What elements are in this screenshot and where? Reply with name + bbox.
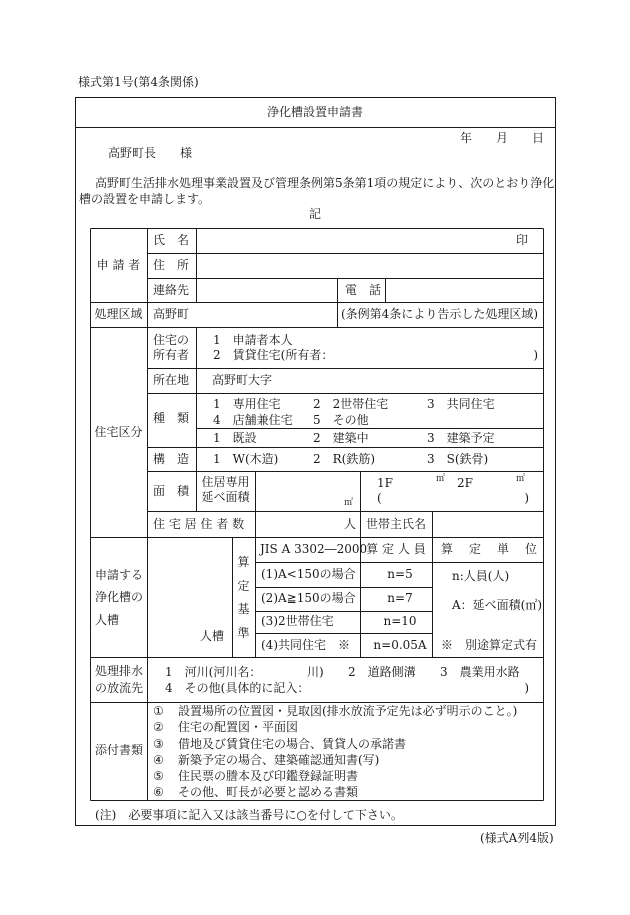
owner-option: 2 賃貸住宅(所有者： — [213, 348, 334, 362]
type-option: 3 共同住宅 — [427, 397, 495, 411]
septic-label-line-3: 人槽 — [95, 613, 120, 627]
type-label: 種 類 — [153, 411, 190, 425]
attachment-item: 住民票の謄本及び印鑑登録証明書 — [178, 769, 359, 783]
attachment-item: その他、町長が必要と認める書類 — [178, 785, 359, 799]
floor-area-unit: ㎡ — [344, 498, 354, 508]
river-name-close: 川) — [307, 665, 324, 679]
location-label: 所在地 — [153, 373, 190, 387]
type-option: 4 店舗兼住宅 — [213, 413, 293, 427]
treatment-area-note: (条例第4条により告示した処理区域) — [341, 307, 538, 321]
address-label: 住 所 — [153, 258, 190, 272]
unit-note: A：延べ面積(㎡) — [452, 598, 543, 612]
attachment-number: ⑤ — [153, 769, 164, 783]
attachments-label: 添付書類 — [95, 743, 144, 757]
name-label: 氏 名 — [153, 233, 190, 247]
owner-label-line-1: 住宅の — [153, 333, 190, 347]
attachment-item: 設置場所の位置図・見取図(排水放流予定先は必ず明示のこと。) — [178, 704, 518, 718]
attachment-number: ① — [153, 704, 164, 718]
other-close-paren: ) — [524, 681, 529, 695]
drainage-option-irrigation: 3 農業用水路 — [440, 665, 520, 679]
criteria-char: 準 — [237, 626, 250, 640]
record-mark: 記 — [308, 207, 321, 221]
floor-2f-unit: ㎡ — [516, 474, 526, 484]
status-option: 1 既設 — [213, 431, 257, 445]
applicant-section-label: 申 請 者 — [96, 258, 141, 272]
floor-area-label-line-2: 延べ面積 — [201, 490, 250, 504]
case-persons: n=0.05A — [373, 638, 427, 652]
structure-option: 3 S(鉄骨) — [427, 452, 489, 466]
form-title: 浄化槽設置申請書 — [266, 105, 363, 119]
intro-text-line-1: 高野町生活排水処理事業設置及び管理条例第5条第1項の規定により、次のとおり浄化 — [95, 176, 555, 190]
addressee: 高野町長 様 — [108, 146, 193, 160]
housing-section-label: 住宅区分 — [94, 425, 143, 439]
criteria-char: 定 — [237, 579, 250, 593]
standard-label: JIS A 3302―2000 — [260, 542, 368, 556]
floor-area-label-line-1: 住居専用 — [201, 475, 250, 489]
attachment-item: 新築予定の場合、建築確認通知書(写) — [178, 753, 380, 767]
attachment-item: 借地及び賃貸住宅の場合、賃貸人の承諾書 — [178, 737, 407, 751]
drainage-label-line-2: の放流先 — [95, 681, 144, 695]
area-label: 面 積 — [153, 484, 190, 498]
case-persons: n=7 — [387, 591, 413, 605]
case-condition: (1)A<150の場合 — [261, 567, 356, 581]
seal-mark: 印 — [516, 233, 529, 247]
open-paren: ( — [377, 491, 382, 505]
case-persons: n=10 — [383, 614, 417, 628]
structure-option: 1 W(木造) — [213, 452, 279, 466]
location-value: 高野町大字 — [212, 373, 273, 387]
phone-label: 電 話 — [345, 283, 382, 297]
criteria-char: 基 — [237, 602, 250, 616]
criteria-char: 算 — [237, 555, 250, 569]
floor-1f-unit: ㎡ — [436, 474, 446, 484]
drainage-label-line-1: 処理排水 — [95, 664, 144, 678]
type-option: 1 専用住宅 — [213, 397, 281, 411]
owner-label-line-2: 所有者 — [153, 348, 190, 362]
drainage-option-river: 1 河川(河川名： — [165, 665, 262, 679]
date-line: 年 月 日 — [460, 131, 545, 145]
close-paren: ) — [524, 491, 529, 505]
case-condition: (2)A≧150の場合 — [261, 591, 356, 605]
attachment-number: ② — [153, 720, 164, 734]
case-condition: (4)共同住宅 ※ — [261, 638, 350, 652]
capacity-label: 人槽 — [200, 629, 225, 643]
footer-note: (注) 必要事項に記入又は該当番号に○を付して下さい。 — [95, 808, 403, 822]
status-option: 2 建築中 — [313, 431, 369, 445]
treatment-area-value: 高野町 — [153, 307, 190, 321]
attachment-item: 住宅の配置図・平面図 — [178, 720, 299, 734]
owner-close-paren: ) — [533, 348, 538, 362]
floor-area-parentheses — [377, 491, 529, 505]
unit-header: 算 定 単 位 — [441, 542, 540, 556]
status-option: 3 建築予定 — [427, 431, 495, 445]
case-persons: n=5 — [387, 567, 413, 581]
structure-label: 構 造 — [153, 452, 190, 466]
drainage-option-other: 4 その他(具体的に記入： — [165, 681, 310, 695]
persons-header: 算 定 人 員 — [366, 542, 426, 556]
treatment-area-label: 処理区域 — [94, 307, 143, 321]
owner-option-rental — [213, 348, 538, 362]
residents-unit: 人 — [344, 517, 357, 531]
special-formula-note: ※ 別途算定式有 — [441, 638, 538, 652]
attachment-number: ③ — [153, 737, 164, 751]
drainage-option-other-row — [165, 681, 529, 695]
structure-option: 2 R(鉄筋) — [313, 452, 376, 466]
intro-text-line-2: 槽の設置を申請します。 — [79, 192, 211, 206]
floor-1f-label: 1F — [377, 476, 393, 490]
form-number: 様式第1号(第4条関係) — [78, 75, 199, 89]
case-condition: (3)2世帯住宅 — [261, 614, 334, 628]
attachment-number: ④ — [153, 753, 164, 767]
floor-2f-label: 2F — [457, 476, 473, 490]
drainage-option-road-ditch: 2 道路側溝 — [348, 665, 416, 679]
septic-label-line-2: 浄化槽の — [95, 590, 144, 604]
residents-label: 住 宅 居 住 者 数 — [153, 517, 245, 531]
septic-label-line-1: 申請する — [95, 568, 144, 582]
type-option: 5 その他 — [313, 413, 369, 427]
form-size-note: (様式A列4版) — [480, 831, 554, 845]
owner-option: 1 申請者本人 — [213, 333, 293, 347]
contact-label: 連絡先 — [153, 283, 190, 297]
unit-note: n:人員(人) — [452, 569, 510, 583]
attachment-number: ⑥ — [153, 785, 164, 799]
householder-label: 世帯主氏名 — [365, 517, 426, 531]
type-option: 2 2世帯住宅 — [313, 397, 389, 411]
